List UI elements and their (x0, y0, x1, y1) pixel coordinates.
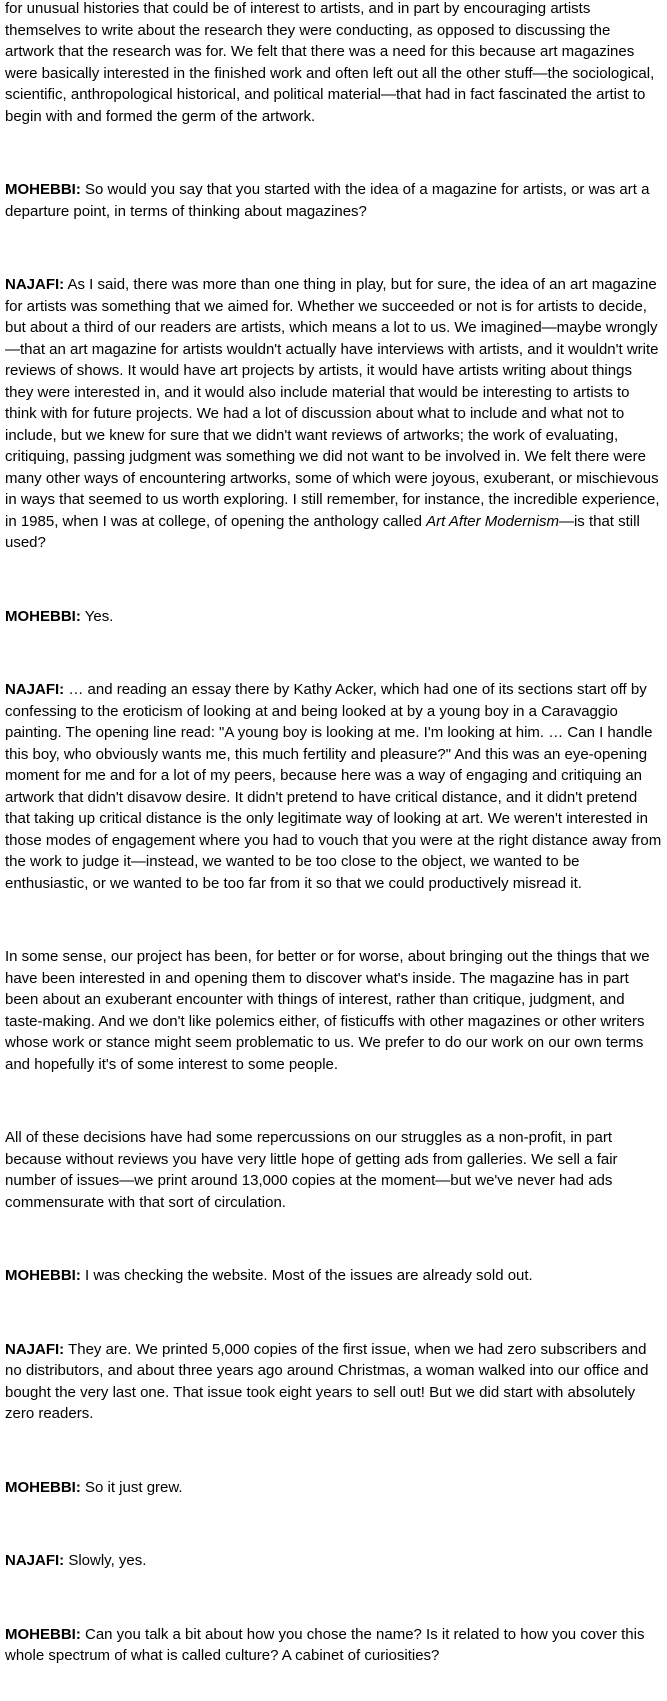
speaker-label: NAJAFI: (5, 681, 65, 698)
speaker-label: NAJAFI: (5, 1340, 65, 1358)
paragraph: NAJAFI: They are. We printed 5,000 copies of the first issue, when we had zero subscribers and no distributors, and about three years ago around Christmas, a woman walked into our office and bought the very last one. That issue took eight years to sell out! But we did start with absolutely zero readers. (5, 1340, 649, 1422)
paragraph: All of these decisions have had some repercussions on our struggles as a non-profit, in part because without reviews you have very little hope of getting ads from galleries. We sell a fair number of issues—we print around 13,000 copies at the moment—but we've never had ads commensurate with that sort of circulation. (5, 1129, 618, 1211)
book-title-italic: Art After Modernism (426, 512, 559, 530)
paragraph: MOHEBBI: Yes. (5, 607, 114, 625)
speaker-label: MOHEBBI: (5, 1478, 81, 1496)
speaker-label: MOHEBBI: (5, 1625, 81, 1643)
paragraph: MOHEBBI: Can you talk a bit about how you chose the name? Is it related to how you cover this whole spectrum of what is called culture? A cabinet of curiosities? (5, 1625, 645, 1664)
transcript (5, 0, 662, 1667)
paragraph: NAJAFI: As I said, there was more than one thing in play, but for sure, the idea of an art magazine for artists was something that we aimed for. Whether we succeeded or not is for artists to decide, but about a third of our readers are artists, which means a lot to us. We imagined—maybe wrongly—that an art magazine for artists wouldn't actually have interviews with artists, and it wouldn't write reviews of shows. It would have art projects by artists, it would have artists writing about things they were interested in, and it would also include material that would be interesting to artists to think with for future projects. We had a lot of discussion about what to include and what not to include, but we knew for sure that we didn't want reviews of artworks; the work of evaluating, critiquing, passing judgment was something we did not want to be involved in. We felt there were many other ways of encountering artworks, some of which were joyous, exuberant, or mischievous in ways that seemed to us worth exploring. I still remember, for instance, the incredible experience, in 1985, when I was at college, of opening the anthology called Art After Modernism—is that still used? (5, 276, 660, 551)
speaker-label: NAJAFI: (5, 276, 65, 293)
paragraph: for unusual histories that could be of interest to artists, and in part by encouraging artists themselves to write about the research they were conducting, as opposed to discussing the artwork that the research was for. We felt that there was a need for this because art magazines were basically interested in the finished work and often left out all the other stuff—the sociological, scientific, anthropological historical, and political material—that had in fact fascinated the artist to begin with and formed the germ of the artwork. (5, 0, 655, 125)
speaker-label: MOHEBBI: (5, 181, 81, 198)
paragraph: In some sense, our project has been, for better or for worse, about bringing out the things that we have been interested in and opening them to discover what's inside. The magazine has in part been about an exuberant encounter with things of interest, rather than critique, judgment, and taste-making. And we don't like polemics either, of fisticuffs with other magazines or other writers whose work or stance might seem problematic to us. We prefer to do our work on our own terms and hopefully it's of some interest to some people. (5, 948, 650, 1073)
paragraph: NAJAFI: … and reading an essay there by Kathy Acker, which had one of its sections start off by confessing to the eroticism of looking at and being looked at by a young boy in a Caravaggio painting. The opening line read: "A young boy is looking at me. I'm looking at him. … Can I handle this boy, who obviously wants me, this much fertility and pleasure?" And this was an eye-opening moment for me and for a lot of my peers, because here was a way of engaging and critiquing an artwork that didn't disavow desire. It didn't pretend to have critical distance, and it didn't pretend that taking up critical distance is the only legitimate way of looking at art. We weren't interested in those modes of engagement where you had to vouch that you were at the right distance away from the work to judge it—instead, we wanted to be too close to the object, we wanted to be enthusiastic, or we wanted to be too far from it so that we could productively misread it. (5, 681, 662, 892)
paragraph: MOHEBBI: So it just grew. (5, 1478, 183, 1496)
paragraph: MOHEBBI: So would you say that you started with the idea of a magazine for artists, or was art a departure point, in terms of thinking about magazines? (5, 181, 650, 220)
paragraph: MOHEBBI: I was checking the website. Most of the issues are already sold out. (5, 1267, 533, 1284)
speaker-label: MOHEBBI: (5, 1267, 81, 1284)
paragraph: NAJAFI: Slowly, yes. (5, 1552, 147, 1569)
speaker-label: MOHEBBI: (5, 607, 81, 625)
speaker-label: NAJAFI: (5, 1552, 65, 1569)
